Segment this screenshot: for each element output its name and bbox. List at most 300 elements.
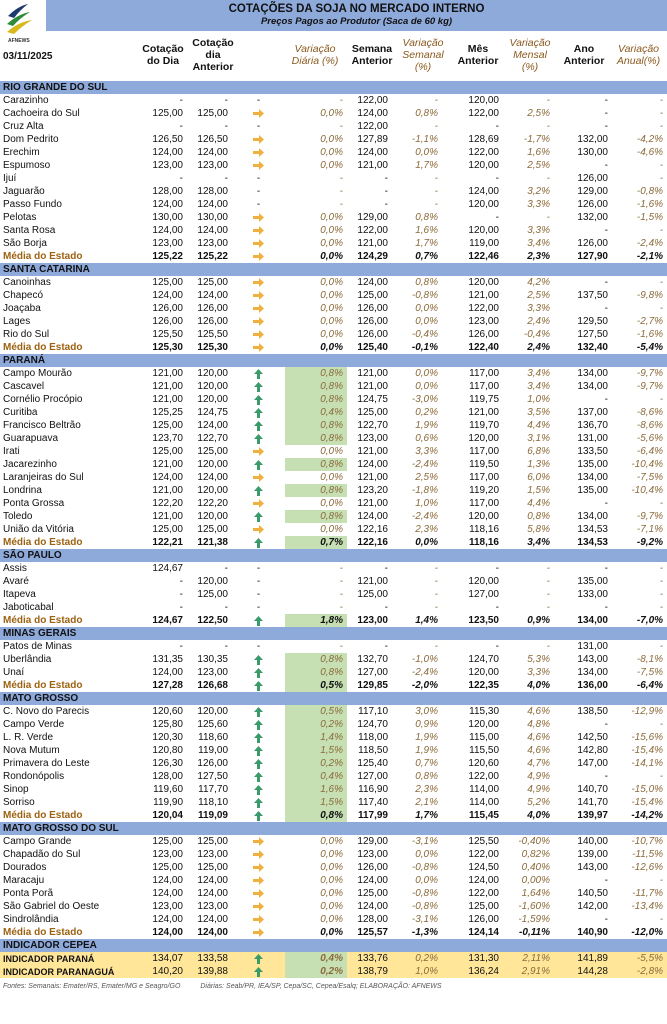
semana-anterior: 129,00 <box>357 211 388 223</box>
mes-anterior: 124,00 <box>468 874 499 886</box>
semana-anterior: 117,40 <box>358 796 388 808</box>
arrow-right-icon <box>253 161 264 170</box>
ano-anterior: 127,90 <box>577 250 608 262</box>
var-semanal: - <box>434 172 438 184</box>
var-diaria: - <box>339 640 343 652</box>
var-diaria: 0,4% <box>285 952 347 965</box>
cotacao-anterior: 125,00 <box>197 445 228 457</box>
arrow-up-icon <box>254 772 263 782</box>
var-diaria: - <box>339 172 343 184</box>
ano-anterior: 147,00 <box>577 757 608 769</box>
cotacao-dia: 121,00 <box>152 484 183 496</box>
mes-anterior: 124,14 <box>468 926 499 938</box>
mes-anterior: 115,45 <box>468 809 499 821</box>
mes-anterior: 120,60 <box>468 757 499 769</box>
ano-anterior: 134,53 <box>577 536 608 548</box>
city-name: Sindrolândia <box>3 913 59 925</box>
semana-anterior: 129,00 <box>357 835 388 847</box>
cotacao-dia: 124,00 <box>152 471 183 483</box>
var-anual: -1,5% <box>636 211 664 223</box>
city-name: Guarapuava <box>3 432 59 444</box>
ano-anterior: 143,00 <box>577 861 608 873</box>
semana-anterior: 126,00 <box>357 861 388 873</box>
table-row <box>0 497 667 510</box>
var-diaria: 0,0% <box>320 445 343 457</box>
arrow-right-icon <box>253 252 264 261</box>
table-row <box>0 718 667 731</box>
ano-anterior: 134,00 <box>577 614 608 626</box>
ano-anterior: 135,00 <box>577 458 608 470</box>
ano-anterior: - <box>604 601 608 613</box>
var-mensal: 3,3% <box>527 224 550 236</box>
ano-anterior: 143,00 <box>577 653 608 665</box>
var-mensal: 3,4% <box>527 380 550 392</box>
var-mensal: - <box>546 120 550 132</box>
var-semanal: -0,8% <box>411 289 438 301</box>
footer-weekly-sources: Fontes: Semanais: Emater/RS, Emater/MG e Seagro/GO <box>3 983 181 990</box>
mes-anterior: - <box>495 120 499 132</box>
semana-anterior: 121,00 <box>357 367 388 379</box>
var-diaria: - <box>339 185 343 197</box>
var-mensal: 3,5% <box>527 406 550 418</box>
cotacao-dia: 126,00 <box>152 302 183 314</box>
var-semanal: 1,0% <box>392 965 442 978</box>
arrow-up-icon <box>254 733 263 743</box>
var-diaria: 0,0% <box>320 341 343 353</box>
table-row <box>0 198 667 211</box>
table-row <box>0 562 667 575</box>
var-semanal: 2,3% <box>415 523 438 535</box>
city-name: Média do Estado <box>3 926 83 938</box>
state-average-row <box>0 250 667 263</box>
ano-anterior: 137,50 <box>577 289 608 301</box>
cotacao-anterior: 120,00 <box>197 380 228 392</box>
var-anual: -15,4% <box>631 744 664 756</box>
mes-anterior: - <box>495 211 499 223</box>
var-semanal: 0,7% <box>415 757 438 769</box>
trend <box>232 315 285 328</box>
mes-anterior: - <box>495 562 499 574</box>
mes-anterior: 120,00 <box>468 198 499 210</box>
var-semanal: -0,8% <box>411 900 438 912</box>
var-semanal: -0,4% <box>411 328 438 340</box>
mes-anterior: 123,50 <box>468 614 499 626</box>
cotacao-anterior: 126,00 <box>197 757 228 769</box>
var-anual: -6,4% <box>636 679 664 691</box>
var-semanal: -2,4% <box>411 510 438 522</box>
var-semanal: 1,7% <box>415 237 438 249</box>
var-anual: -9,2% <box>636 536 664 548</box>
ano-anterior: - <box>604 159 608 171</box>
var-diaria: 0,0% <box>320 315 343 327</box>
var-semanal: - <box>434 562 438 574</box>
var-anual: -0,8% <box>636 185 664 197</box>
arrow-right-icon <box>253 213 264 222</box>
cotacao-anterior: 126,00 <box>197 302 228 314</box>
var-anual: - <box>659 276 664 288</box>
cotacao-anterior: 119,09 <box>197 809 228 821</box>
table-row <box>0 835 667 848</box>
trend <box>232 614 285 627</box>
city-name: C. Novo do Parecis <box>3 705 90 717</box>
ano-anterior: - <box>604 770 608 782</box>
col-ano: Ano Anterior <box>563 43 605 67</box>
city-name: Chapadão do Sul <box>3 848 81 860</box>
table-row <box>0 874 667 887</box>
var-anual: -12,6% <box>631 861 664 873</box>
semana-anterior: 124,75 <box>357 393 388 405</box>
cepea-row <box>0 965 667 978</box>
var-anual: -7,5% <box>636 471 664 483</box>
var-semanal: 0,2% <box>415 406 438 418</box>
var-anual: -4,2% <box>636 133 664 145</box>
semana-anterior: 122,70 <box>357 419 388 431</box>
ano-anterior: 131,00 <box>577 640 608 652</box>
semana-anterior: 125,40 <box>357 341 388 353</box>
semana-anterior: 122,00 <box>357 224 388 236</box>
var-anual: -10,4% <box>631 458 664 470</box>
var-anual: - <box>659 913 664 925</box>
semana-anterior: 126,00 <box>357 328 388 340</box>
var-semanal: 0,8% <box>415 276 438 288</box>
arrow-right-icon <box>253 304 264 313</box>
var-anual: - <box>659 94 664 106</box>
semana-anterior: 125,57 <box>357 926 388 938</box>
ano-anterior: 133,50 <box>577 445 608 457</box>
city-name: Cruz Alta <box>3 120 44 132</box>
var-mensal: -0,40% <box>518 835 550 847</box>
cotacao-anterior: 122,20 <box>197 497 228 509</box>
var-mensal: 3,4% <box>527 536 550 548</box>
cotacao-dia: 123,00 <box>152 237 183 249</box>
cotacao-dia: - <box>179 94 183 106</box>
ano-anterior: - <box>604 393 608 405</box>
var-diaria: 0,0% <box>320 471 343 483</box>
semana-anterior: 133,76 <box>347 952 392 965</box>
semana-anterior: 121,00 <box>357 237 388 249</box>
ano-anterior: 134,00 <box>577 380 608 392</box>
trend <box>232 848 285 861</box>
table-row <box>0 432 667 445</box>
var-anual: -2,1% <box>636 250 664 262</box>
var-diaria: 0,0% <box>320 887 343 899</box>
trend: - <box>256 588 261 600</box>
trend <box>232 770 285 783</box>
arrow-right-icon <box>253 928 264 937</box>
city-name: Nova Mutum <box>3 744 60 756</box>
var-mensal: 0,40% <box>521 861 550 873</box>
arrow-right-icon <box>253 330 264 339</box>
arrow-up-icon <box>254 759 263 769</box>
var-semanal: -1,0% <box>411 653 438 665</box>
cotacao-dia: 123,00 <box>152 900 183 912</box>
var-mensal: 3,3% <box>527 666 550 678</box>
mes-anterior: 120,00 <box>468 666 499 678</box>
cotacao-dia: 124,67 <box>152 614 183 626</box>
city-name: Curitiba <box>3 406 38 418</box>
city-name: Jaguarão <box>3 185 45 197</box>
cotacao-anterior: 124,00 <box>197 913 228 925</box>
var-semanal: - <box>434 601 438 613</box>
arrow-up-icon <box>254 746 263 756</box>
table-row <box>0 861 667 874</box>
var-diaria: 0,0% <box>320 874 343 886</box>
var-diaria: 0,2% <box>285 718 347 731</box>
var-anual: - <box>659 770 664 782</box>
cotacao-dia: 131,35 <box>152 653 183 665</box>
cotacao-dia: 125,30 <box>152 341 183 353</box>
var-mensal: 4,7% <box>527 757 550 769</box>
arrow-right-icon <box>253 343 264 352</box>
table-row <box>0 159 667 172</box>
trend <box>232 419 285 432</box>
column-headers <box>0 35 667 80</box>
cotacao-dia: 125,00 <box>152 419 183 431</box>
var-mensal: 0,8% <box>527 510 550 522</box>
ano-anterior: 130,00 <box>577 146 608 158</box>
var-mensal: 5,3% <box>527 653 550 665</box>
var-semanal: -2,4% <box>411 458 438 470</box>
ano-anterior: 136,00 <box>577 679 608 691</box>
cotacao-anterior: 120,00 <box>197 575 228 587</box>
ano-anterior: - <box>604 107 608 119</box>
arrow-up-icon <box>254 395 263 405</box>
arrow-right-icon <box>253 850 264 859</box>
var-diaria: 0,0% <box>320 900 343 912</box>
var-anual: -9,7% <box>636 380 664 392</box>
cotacao-anterior: - <box>224 94 228 106</box>
mes-anterior: 122,00 <box>468 107 499 119</box>
city-name: Média do Estado <box>3 536 83 548</box>
city-name: Jacarezinho <box>3 458 57 470</box>
mes-anterior: 122,35 <box>468 679 499 691</box>
semana-anterior: 125,00 <box>357 887 388 899</box>
var-semanal: -0,8% <box>411 861 438 873</box>
cotacao-dia: 124,00 <box>152 874 183 886</box>
mes-anterior: 126,00 <box>468 913 499 925</box>
ano-anterior: 142,00 <box>577 900 608 912</box>
var-mensal: 4,0% <box>527 679 550 691</box>
col-var-semanal: Variação Semanal (%) <box>402 37 444 73</box>
cotacao-anterior: 124,00 <box>197 874 228 886</box>
var-mensal: 0,00% <box>521 874 550 886</box>
var-semanal: 0,0% <box>415 315 438 327</box>
table-row <box>0 913 667 926</box>
cotacao-anterior: 125,00 <box>197 835 228 847</box>
var-anual: -11,7% <box>632 887 664 899</box>
section-title: PARANÁ <box>0 354 667 367</box>
var-semanal: 1,9% <box>415 419 438 431</box>
var-anual: - <box>659 497 664 509</box>
arrow-up-icon <box>254 538 263 548</box>
cotacao-dia: - <box>179 601 183 613</box>
ano-anterior: 137,00 <box>577 406 608 418</box>
arrow-right-icon <box>253 226 264 235</box>
city-name: Toledo <box>3 510 33 522</box>
trend <box>232 796 285 809</box>
var-mensal: - <box>546 211 550 223</box>
mes-anterior: 125,50 <box>468 835 499 847</box>
cotacao-anterior: 124,00 <box>197 471 228 483</box>
table-row <box>0 211 667 224</box>
cotacao-dia: 125,00 <box>152 861 183 873</box>
var-mensal: 3,1% <box>527 432 550 444</box>
semana-anterior: 121,00 <box>357 497 388 509</box>
mes-anterior: 118,16 <box>469 523 499 535</box>
var-semanal: 0,0% <box>415 302 438 314</box>
cotacao-anterior: 126,68 <box>197 679 228 691</box>
cotacao-dia: 123,00 <box>152 848 183 860</box>
ano-anterior: 135,00 <box>577 484 608 496</box>
var-mensal: 4,2% <box>527 276 550 288</box>
var-mensal: 2,5% <box>527 107 550 119</box>
semana-anterior: 122,00 <box>357 94 388 106</box>
trend <box>232 445 285 458</box>
table-row <box>0 575 667 588</box>
city-name: INDICADOR PARANAGUÁ <box>0 965 140 978</box>
semana-anterior: - <box>384 640 388 652</box>
city-name: Patos de Minas <box>3 640 72 652</box>
trend <box>232 679 285 692</box>
table-row <box>0 185 667 198</box>
cotacao-dia: 120,30 <box>152 731 183 743</box>
semana-anterior: 126,00 <box>357 302 388 314</box>
cotacao-dia: 134,07 <box>140 952 187 965</box>
section-header <box>0 627 667 640</box>
var-semanal: 1,6% <box>415 224 438 236</box>
semana-anterior: 125,40 <box>357 757 388 769</box>
ano-anterior: 135,00 <box>577 575 608 587</box>
trend: - <box>256 575 261 587</box>
table-row <box>0 458 667 471</box>
var-semanal: 0,2% <box>392 952 442 965</box>
var-mensal: 3,3% <box>527 302 550 314</box>
cotacao-dia: 126,50 <box>152 133 183 145</box>
mes-anterior: 120,00 <box>468 718 499 730</box>
section-title: MATO GROSSO <box>0 692 667 705</box>
semana-anterior: 124,00 <box>357 107 388 119</box>
cepea-row <box>0 952 667 965</box>
trend <box>232 224 285 237</box>
var-semanal: 1,4% <box>415 614 438 626</box>
var-diaria: 0,0% <box>320 913 343 925</box>
section-title: RIO GRANDE DO SUL <box>0 81 667 94</box>
semana-anterior: 121,00 <box>357 445 388 457</box>
var-diaria: 0,8% <box>285 367 347 380</box>
city-name: Canoinhas <box>3 276 51 288</box>
ano-anterior: 142,80 <box>577 744 608 756</box>
var-semanal: -0,1% <box>411 341 438 353</box>
cotacao-anterior: 124,00 <box>197 926 228 938</box>
cotacao-anterior: 124,00 <box>197 289 228 301</box>
cotacao-dia: 122,21 <box>152 536 183 548</box>
trend <box>232 718 285 731</box>
var-diaria: 0,8% <box>285 484 347 497</box>
trend <box>232 510 285 523</box>
mes-anterior: 119,75 <box>469 393 499 405</box>
var-anual: -10,4% <box>631 484 664 496</box>
city-name: Santa Rosa <box>3 224 56 236</box>
mes-anterior: 122,00 <box>468 848 499 860</box>
cotacao-anterior: 126,00 <box>197 315 228 327</box>
var-semanal: 0,0% <box>415 874 438 886</box>
var-diaria: 0,0% <box>320 848 343 860</box>
trend <box>232 497 285 510</box>
semana-anterior: 124,29 <box>357 250 388 262</box>
var-diaria: 1,6% <box>285 783 347 796</box>
cotacao-anterior: 123,00 <box>197 237 228 249</box>
cotacao-dia: 127,28 <box>152 679 183 691</box>
trend <box>232 458 285 471</box>
cotacao-anterior: 122,50 <box>197 614 228 626</box>
cotacao-dia: - <box>179 640 183 652</box>
var-anual: -15,4% <box>631 796 664 808</box>
mes-anterior: 119,00 <box>469 237 499 249</box>
var-anual: -5,4% <box>636 341 664 353</box>
cotacao-dia: 125,00 <box>152 445 183 457</box>
var-mensal: - <box>546 575 550 587</box>
var-semanal: 2,1% <box>415 796 438 808</box>
state-average-row <box>0 809 667 822</box>
mes-anterior: 122,00 <box>468 770 499 782</box>
arrow-right-icon <box>253 109 264 118</box>
var-diaria: 0,2% <box>285 757 347 770</box>
var-diaria: 0,7% <box>285 536 347 549</box>
trend: - <box>256 185 261 197</box>
semana-anterior: 128,00 <box>357 913 388 925</box>
mes-anterior: 125,00 <box>468 900 499 912</box>
var-anual: -10,7% <box>631 835 664 847</box>
arrow-up-icon <box>254 421 263 431</box>
var-anual: -8,1% <box>636 653 664 665</box>
cotacao-anterior: 125,00 <box>197 107 228 119</box>
var-diaria: 0,0% <box>320 159 343 171</box>
trend <box>232 666 285 679</box>
table-row <box>0 146 667 159</box>
mes-anterior: 120,00 <box>468 94 499 106</box>
var-semanal: 1,9% <box>415 744 438 756</box>
ano-anterior: 126,00 <box>577 172 608 184</box>
cotacao-anterior: 123,00 <box>197 848 228 860</box>
var-semanal: - <box>434 575 438 587</box>
arrow-right-icon <box>253 499 264 508</box>
var-diaria: 0,4% <box>285 406 347 419</box>
var-semanal: 0,8% <box>415 770 438 782</box>
table-row <box>0 731 667 744</box>
city-name: Francisco Beltrão <box>3 419 81 431</box>
arrow-up-icon <box>254 460 263 470</box>
trend <box>232 887 285 900</box>
cotacao-dia: 124,00 <box>152 887 183 899</box>
cotacao-anterior: 125,60 <box>197 718 228 730</box>
cotacao-anterior: 125,00 <box>197 523 228 535</box>
var-diaria: 0,0% <box>320 497 343 509</box>
var-diaria: 0,0% <box>320 289 343 301</box>
state-average-row <box>0 926 667 939</box>
city-name: Pelotas <box>3 211 37 223</box>
var-mensal: 0,82% <box>521 848 550 860</box>
var-semanal: 0,0% <box>415 146 438 158</box>
var-mensal: 2,91% <box>503 965 554 978</box>
var-diaria: 0,8% <box>285 419 347 432</box>
city-name: Rondonópolis <box>3 770 65 782</box>
semana-anterior: 121,00 <box>357 575 388 587</box>
cotacao-anterior: 124,00 <box>197 146 228 158</box>
cotacao-dia: 119,90 <box>153 796 183 808</box>
cotacao-dia: 126,00 <box>152 315 183 327</box>
var-semanal: 0,7% <box>415 250 438 262</box>
table-row <box>0 601 667 614</box>
